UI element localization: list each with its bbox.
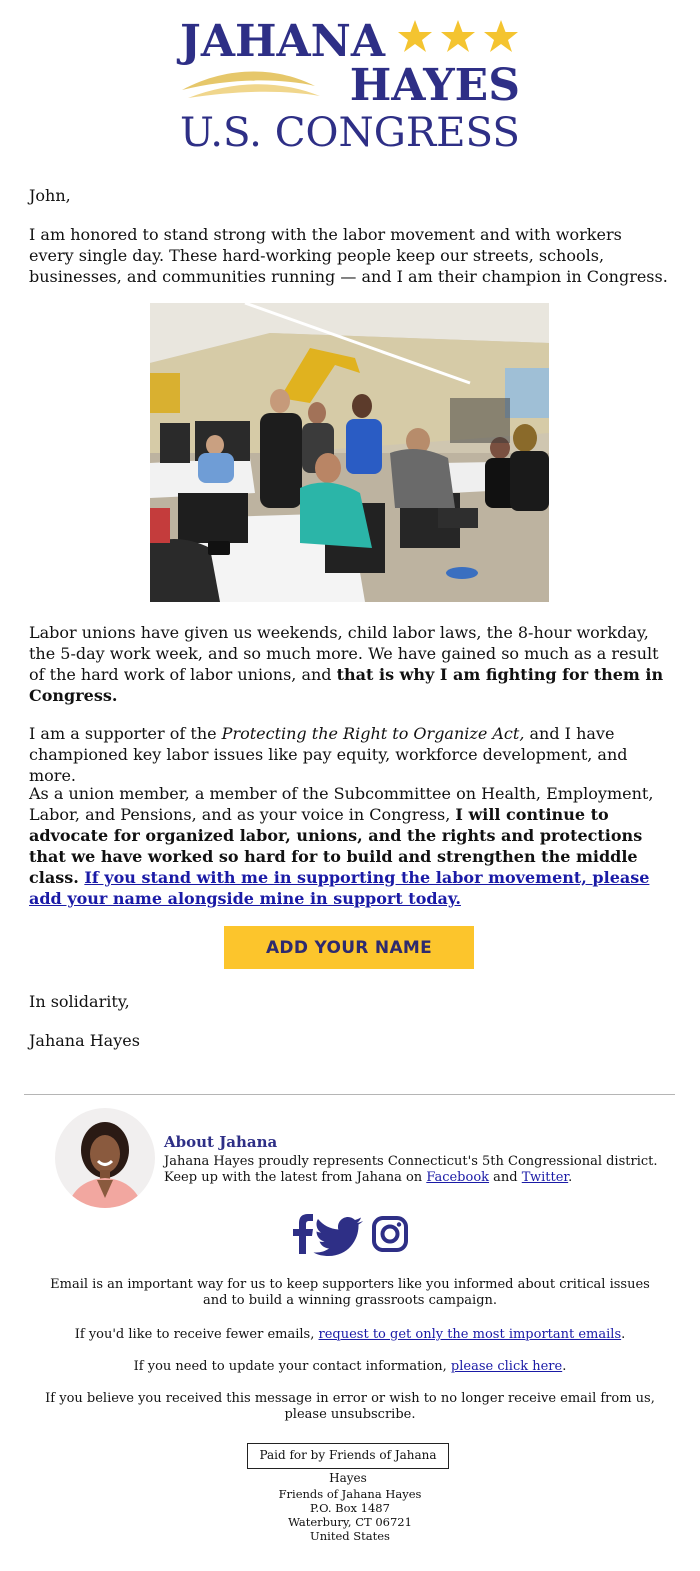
commitment-text: As a union member, a member of the Subcommittee on Health, Employment, Labor, and Pensions, and as your voice in Congress, bbox=[29, 784, 654, 824]
signoff: In solidarity, bbox=[29, 992, 130, 1011]
unions-bold-text: that is why I am fighting for them in Congress. bbox=[29, 665, 664, 705]
paid-for-disclaimer: Paid for by Friends of Jahana Hayes bbox=[247, 1443, 449, 1469]
logo-first-name: JAHANA bbox=[180, 16, 386, 67]
about-title: About Jahana bbox=[164, 1133, 278, 1151]
greeting: John, bbox=[29, 186, 71, 205]
pro-act-paragraph bbox=[29, 723, 671, 786]
address-line: P.O. Box 1487 bbox=[310, 1501, 390, 1515]
footer-fewer-period: . bbox=[621, 1327, 626, 1342]
instagram-icon[interactable] bbox=[374, 1218, 406, 1250]
about-description: Jahana Hayes proudly represents Connecticut's 5th Congressional district. bbox=[164, 1154, 658, 1169]
about-period: . bbox=[568, 1170, 573, 1185]
about-follow-text: Keep up with the latest from Jahana on bbox=[164, 1170, 427, 1185]
pro-act-text-b: and I have championed key labor issues like pay equity, workforce development, and more. bbox=[29, 724, 628, 785]
address-line: United States bbox=[310, 1529, 390, 1543]
logo-swoosh bbox=[188, 84, 320, 98]
mailing-address bbox=[200, 1487, 500, 1543]
address-line: Waterbury, CT 06721 bbox=[288, 1515, 412, 1529]
about-follow bbox=[164, 1170, 572, 1186]
footer-fewer-emails bbox=[40, 1327, 660, 1343]
pro-act-title: Protecting the Right to Organize Act, bbox=[221, 724, 525, 743]
social-icons bbox=[290, 1212, 412, 1256]
add-your-name-button[interactable]: ADD YOUR NAME bbox=[224, 926, 474, 969]
logo-office: U.S. CONGRESS bbox=[180, 110, 520, 152]
union-meeting-photo bbox=[150, 303, 549, 602]
update-info-link[interactable]: please click here bbox=[450, 1359, 563, 1374]
section-divider bbox=[24, 1094, 675, 1095]
unions-text: Labor unions have given us weekends, child labor laws, the 8-hour workday, the 5-day work week, and so much more. We have gained so much as a result of the hard work of labor unions, and bbox=[29, 623, 659, 684]
commitment-bold-text: I will continue to advocate for organized labor, unions, and the rights and protections that we have worked so hard for to build and strengthen the middle class. bbox=[29, 805, 643, 887]
star-icon bbox=[398, 20, 432, 52]
fewer-emails-link[interactable]: request to get only the most important emails bbox=[318, 1327, 622, 1342]
campaign-logo bbox=[170, 12, 530, 152]
logo-stars bbox=[398, 20, 518, 52]
address-line: Friends of Jahana Hayes bbox=[278, 1487, 422, 1501]
unions-paragraph bbox=[29, 622, 671, 706]
footer-email-note: Email is an important way for us to keep supporters like you informed about critical issues and to build a winning grassroots campaign. bbox=[50, 1277, 650, 1308]
commitment-paragraph bbox=[29, 783, 671, 909]
footer-update-info bbox=[40, 1359, 660, 1375]
facebook-link[interactable]: Facebook bbox=[426, 1170, 490, 1185]
twitter-link[interactable]: Twitter bbox=[521, 1170, 569, 1185]
logo-last-name: HAYES bbox=[349, 60, 520, 111]
star-icon bbox=[484, 20, 518, 52]
add-name-link[interactable]: If you stand with me in supporting the labor movement, please add your name alongside mine in support today. bbox=[29, 868, 650, 908]
footer-fewer-text: If you'd like to receive fewer emails, bbox=[74, 1327, 319, 1342]
star-icon bbox=[441, 20, 475, 52]
footer-update-period: . bbox=[562, 1359, 567, 1374]
avatar bbox=[55, 1108, 155, 1208]
facebook-icon[interactable] bbox=[293, 1214, 313, 1254]
about-and-text: and bbox=[489, 1170, 522, 1185]
signature: Jahana Hayes bbox=[29, 1031, 140, 1050]
intro-paragraph: I am honored to stand strong with the labor movement and with workers every single day. These hard-working people keep our streets, schools, businesses, and communities running — and I am their champion in Congress. bbox=[29, 225, 668, 286]
footer-update-text: If you need to update your contact information, bbox=[133, 1359, 451, 1374]
footer-unsubscribe: If you believe you received this message in error or wish to no longer receive email from us, please unsubscribe. bbox=[45, 1391, 655, 1422]
pro-act-text-a: I am a supporter of the bbox=[29, 724, 222, 743]
twitter-icon[interactable] bbox=[314, 1217, 364, 1256]
